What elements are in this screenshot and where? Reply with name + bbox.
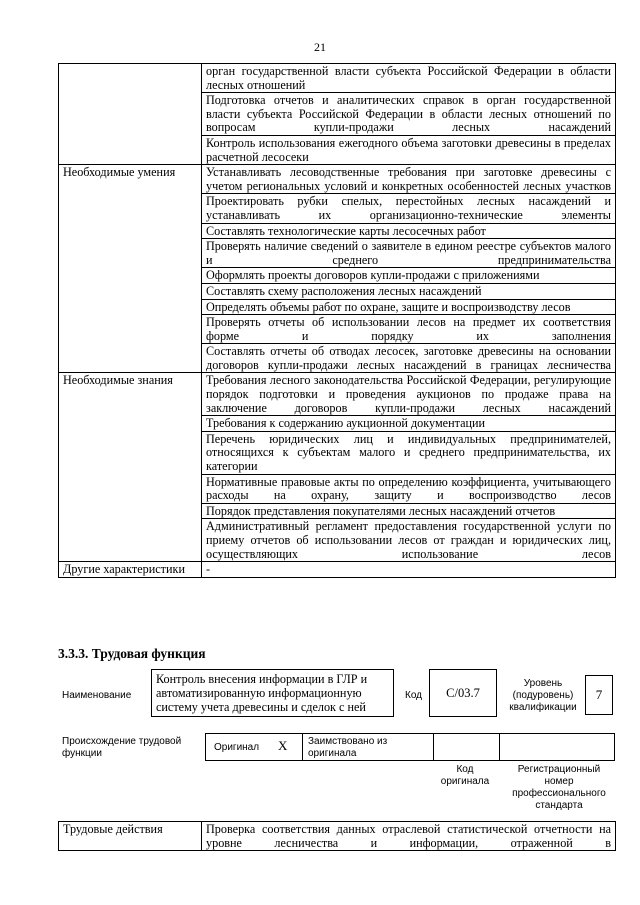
page-number: 21: [314, 40, 326, 54]
origin-label: Происхождение трудовой функции: [62, 736, 182, 759]
table-cell: Составлять схему расположения лесных насаждений: [202, 283, 616, 299]
code-box: [429, 669, 497, 717]
borrowed-label: Заимствовано из оригинала: [308, 736, 388, 759]
name-label: Наименование: [62, 690, 132, 701]
row-label: Необходимые умения: [59, 165, 202, 373]
code-value: C/03.7: [446, 685, 480, 700]
section-title: 3.3.3. Трудовая функция: [58, 646, 206, 661]
table-cell: Оформлять проекты договоров купли-продажи с приложениями: [202, 268, 616, 284]
table-cell: Административный регламент предоставления государственной услуги по приему отчетов об использовании лесов от граждан и юридических лиц, осуществляющих использование лесов: [202, 519, 616, 562]
table-cell: Проектировать рубки спелых, перестойных лесных насаждений и устанавливать их организационно-технические элементы: [202, 194, 616, 223]
function-name-box: [151, 669, 394, 717]
table-row: [59, 165, 616, 194]
code-original-caption: Код оригинала: [440, 764, 490, 787]
table-row: [59, 373, 616, 416]
actions-table: [58, 821, 616, 851]
table-cell: Проверять отчеты об использовании лесов на предмет их соответствия форме и порядку их заполнения: [202, 315, 616, 344]
table-row: [59, 822, 616, 851]
actions-text: Проверка соответствия данных отраслевой статистической отчетности на уровне лесничества и информации, отраженной в: [202, 822, 616, 851]
row-label: Другие характеристики: [59, 562, 202, 578]
table-row: [59, 562, 616, 578]
function-name-text: Контроль внесения информации в ГЛР и автоматизированную информационную систему учета древесины и сделок с ней: [156, 672, 368, 714]
table-cell: Подготовка отчетов и аналитических справок в орган государственной власти субъекта Российской Федерации в области лесных отношений по вопросам купли-продажи лесных насаждений: [202, 93, 616, 136]
table-cell: Составлять технологические карты лесосечных работ: [202, 223, 616, 239]
level-value: 7: [595, 687, 603, 702]
actions-label: Трудовые действия: [59, 822, 202, 851]
table-cell: Устанавливать лесоводственные требования при заготовке древесины с учетом региональных условий и конкретных особенностей лесных участков: [202, 165, 616, 194]
original-mark: X: [278, 738, 288, 753]
table-cell: Составлять отчеты об отводах лесосек, заготовке древесины на основании договоров купли-продажи лесных насаждений в границах лесничества: [202, 344, 616, 373]
table-cell: орган государственной власти субъекта Российской Федерации в области лесных отношений: [202, 64, 616, 93]
code-label: Код: [405, 690, 423, 701]
table-cell: Нормативные правовые акты по определению коэффициента, учитывающего расходы на охрану, защиту и воспроизводство лесов: [202, 474, 616, 503]
qualification-level-label: Уровень (подуровень) квалификации: [509, 678, 577, 713]
table-cell: Контроль использования ежегодного объема заготовки древесины в пределах расчетной лесосеки: [202, 135, 616, 164]
table-cell: Требования к содержанию аукционной документации: [202, 416, 616, 432]
level-box: [585, 675, 613, 715]
reg-number-caption: Регистрационный номер профессионального стандарта: [512, 764, 606, 811]
table-cell: Перечень юридических лиц и индивидуальных предпринимателей, относящихся к субъектам малого и среднего предпринимательства, их категории: [202, 431, 616, 474]
table-cell: Порядок представления покупателями лесных насаждений отчетов: [202, 503, 616, 519]
row-label: [59, 64, 202, 165]
table-cell: Проверять наличие сведений о заявителе в едином реестре субъектов малого и среднего предпринимательства: [202, 239, 616, 268]
original-label: Оригинал: [214, 742, 260, 753]
table-row: [59, 64, 616, 93]
row-label: Необходимые знания: [59, 373, 202, 562]
origin-box: [205, 733, 615, 761]
table-cell: -: [202, 562, 616, 578]
table-cell: Требования лесного законодательства Российской Федерации, регулирующие порядок подготовки и проведения аукционов по продаже права на заключение договоров купли-продажи лесных насаждений: [202, 373, 616, 416]
table-cell: Определять объемы работ по охране, защите и воспроизводству лесов: [202, 299, 616, 315]
competency-table: [58, 63, 616, 578]
